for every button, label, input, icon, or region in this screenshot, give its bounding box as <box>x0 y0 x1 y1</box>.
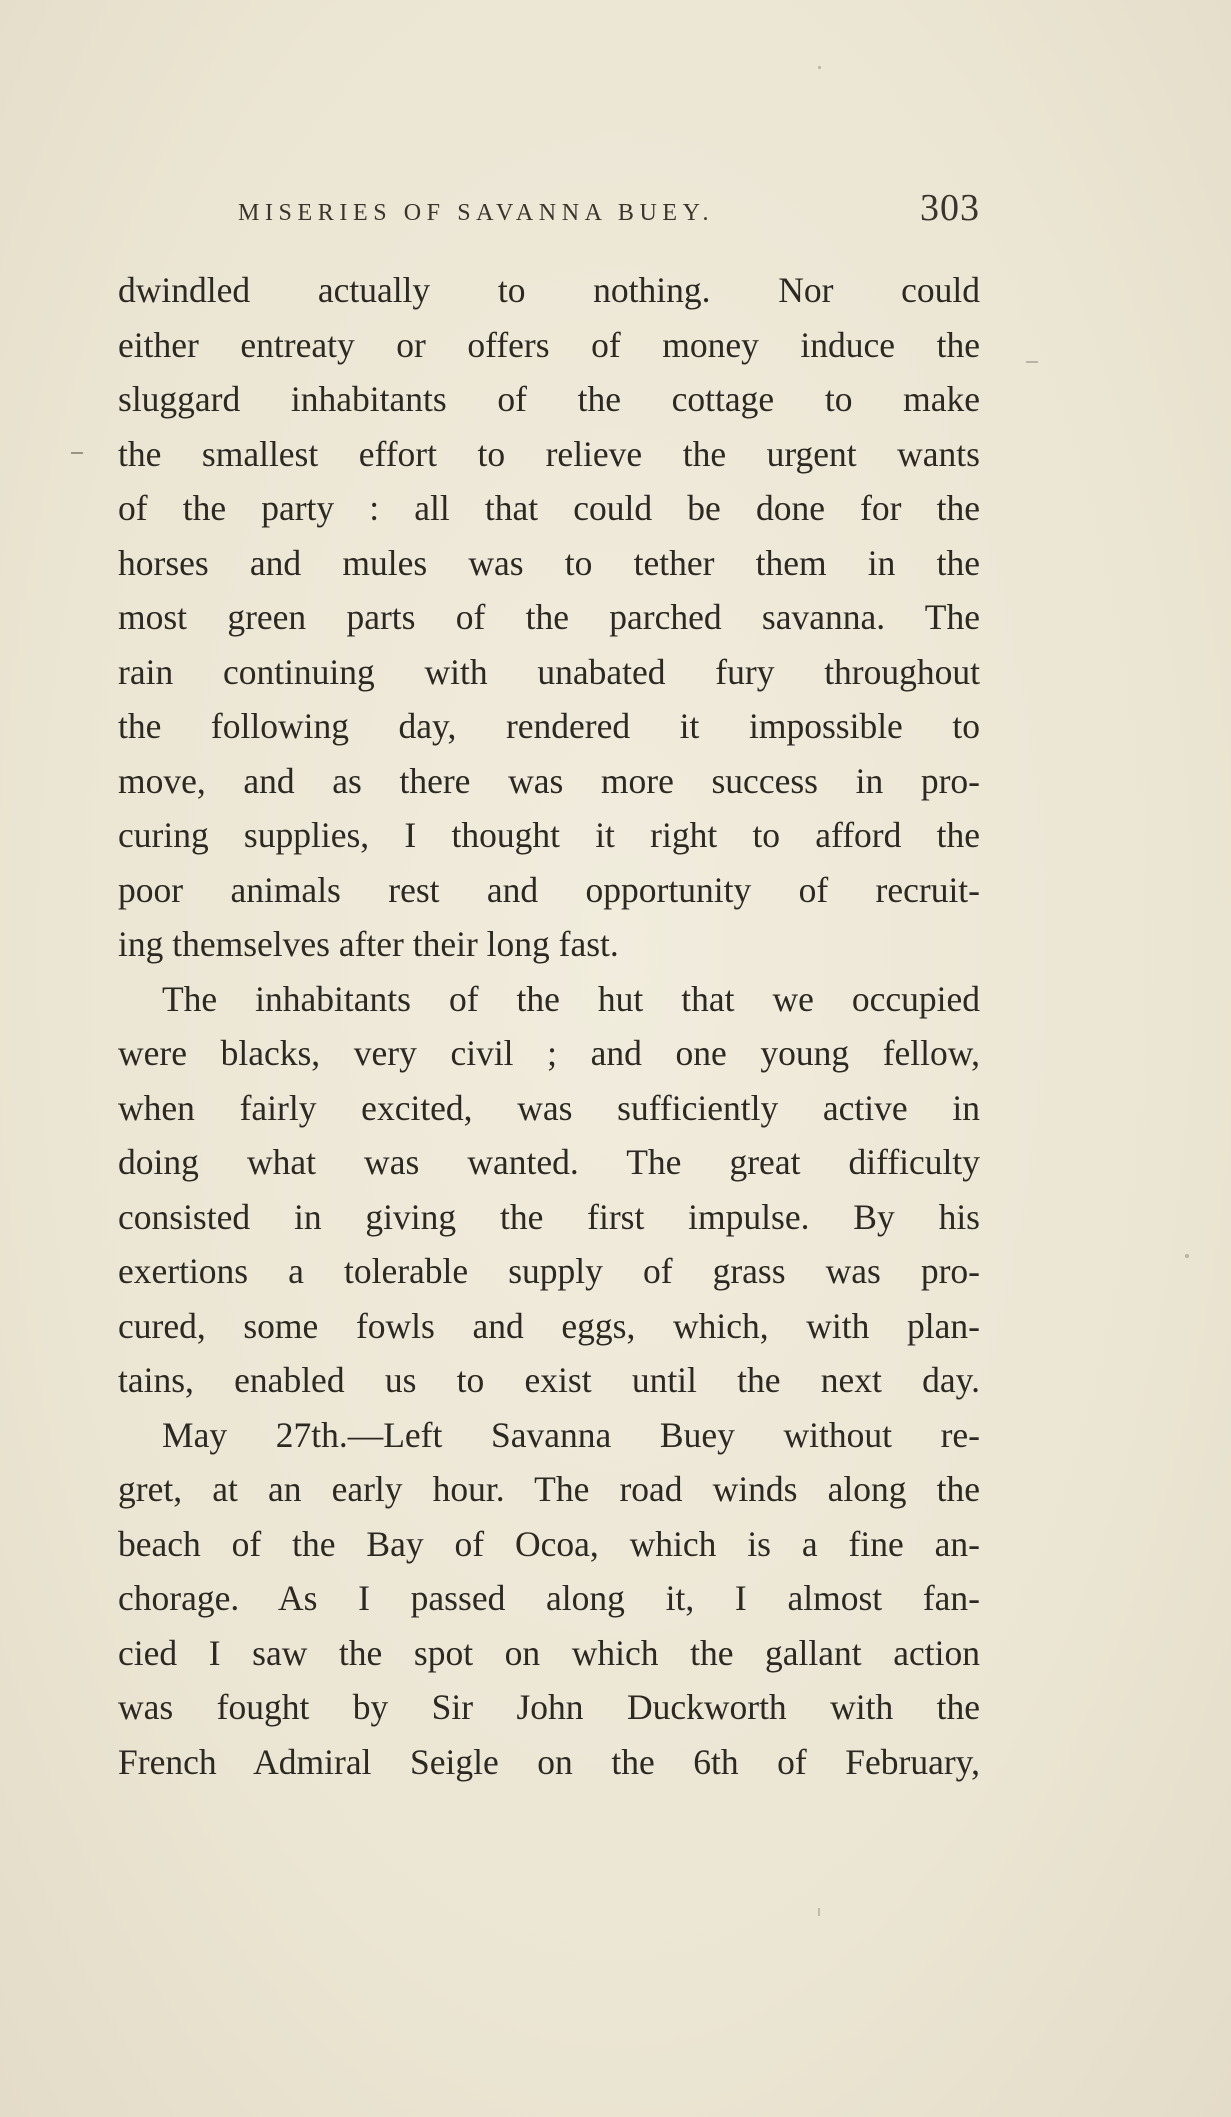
text-line: The inhabitants of the hut that we occupied <box>162 978 980 1019</box>
text-line: when fairly excited, was sufficiently active in <box>118 1087 980 1128</box>
text-line: ing themselves after their long fast. <box>118 924 619 964</box>
running-title: MISERIES OF SAVANNA BUEY. <box>238 200 715 226</box>
text-line: the smallest effort to relieve the urgent wants <box>118 433 980 474</box>
running-head <box>118 186 980 236</box>
text-line: dwindled actually to nothing. Nor could <box>118 270 980 310</box>
paper-speck <box>71 452 83 454</box>
text-line: were blacks, very civil ; and one young fellow, <box>118 1033 980 1073</box>
text-line: cured, some fowls and eggs, which, with plan- <box>118 1305 980 1346</box>
paper-speck <box>818 1908 820 1916</box>
text-line: horses and mules was to tether them in the <box>118 542 980 583</box>
text-line: either entreaty or offers of money induce the <box>118 324 980 365</box>
text-line: exertions a tolerable supply of grass was pro- <box>118 1251 980 1291</box>
text-line: rain continuing with unabated fury throughout <box>118 651 980 692</box>
text-line: gret, at an early hour. The road winds along the <box>118 1469 980 1509</box>
text-line: poor animals rest and opportunity of recruit- <box>118 869 980 910</box>
text-line: doing what was wanted. The great difficulty <box>118 1142 980 1182</box>
text-line: sluggard inhabitants of the cottage to make <box>118 379 980 419</box>
text-line: most green parts of the parched savanna. The <box>118 597 980 637</box>
text-line: French Admiral Seigle on the 6th of February, <box>118 1741 980 1782</box>
text-line: was fought by Sir John Duckworth with the <box>118 1687 980 1727</box>
text-line: curing supplies, I thought it right to afford the <box>118 815 980 855</box>
text-line: chorage. As I passed along it, I almost fan- <box>118 1578 980 1618</box>
text-line: cied I saw the spot on which the gallant action <box>118 1632 980 1673</box>
text-line: consisted in giving the first impulse. By his <box>118 1196 980 1237</box>
paper-speck <box>818 66 821 69</box>
body-text <box>118 263 980 1789</box>
text-line: move, and as there was more success in pro- <box>118 760 980 801</box>
text-line: beach of the Bay of Ocoa, which is a fine an- <box>118 1523 980 1564</box>
paper-speck <box>1026 361 1038 363</box>
text-line: tains, enabled us to exist until the next day. <box>118 1360 980 1400</box>
text-line: of the party : all that could be done for the <box>118 488 980 528</box>
text-line: May 27th.—Left Savanna Buey without re- <box>162 1414 980 1455</box>
text-line: the following day, rendered it impossible to <box>118 706 980 746</box>
paper-speck <box>1185 1254 1189 1258</box>
page-number: 303 <box>920 187 980 229</box>
